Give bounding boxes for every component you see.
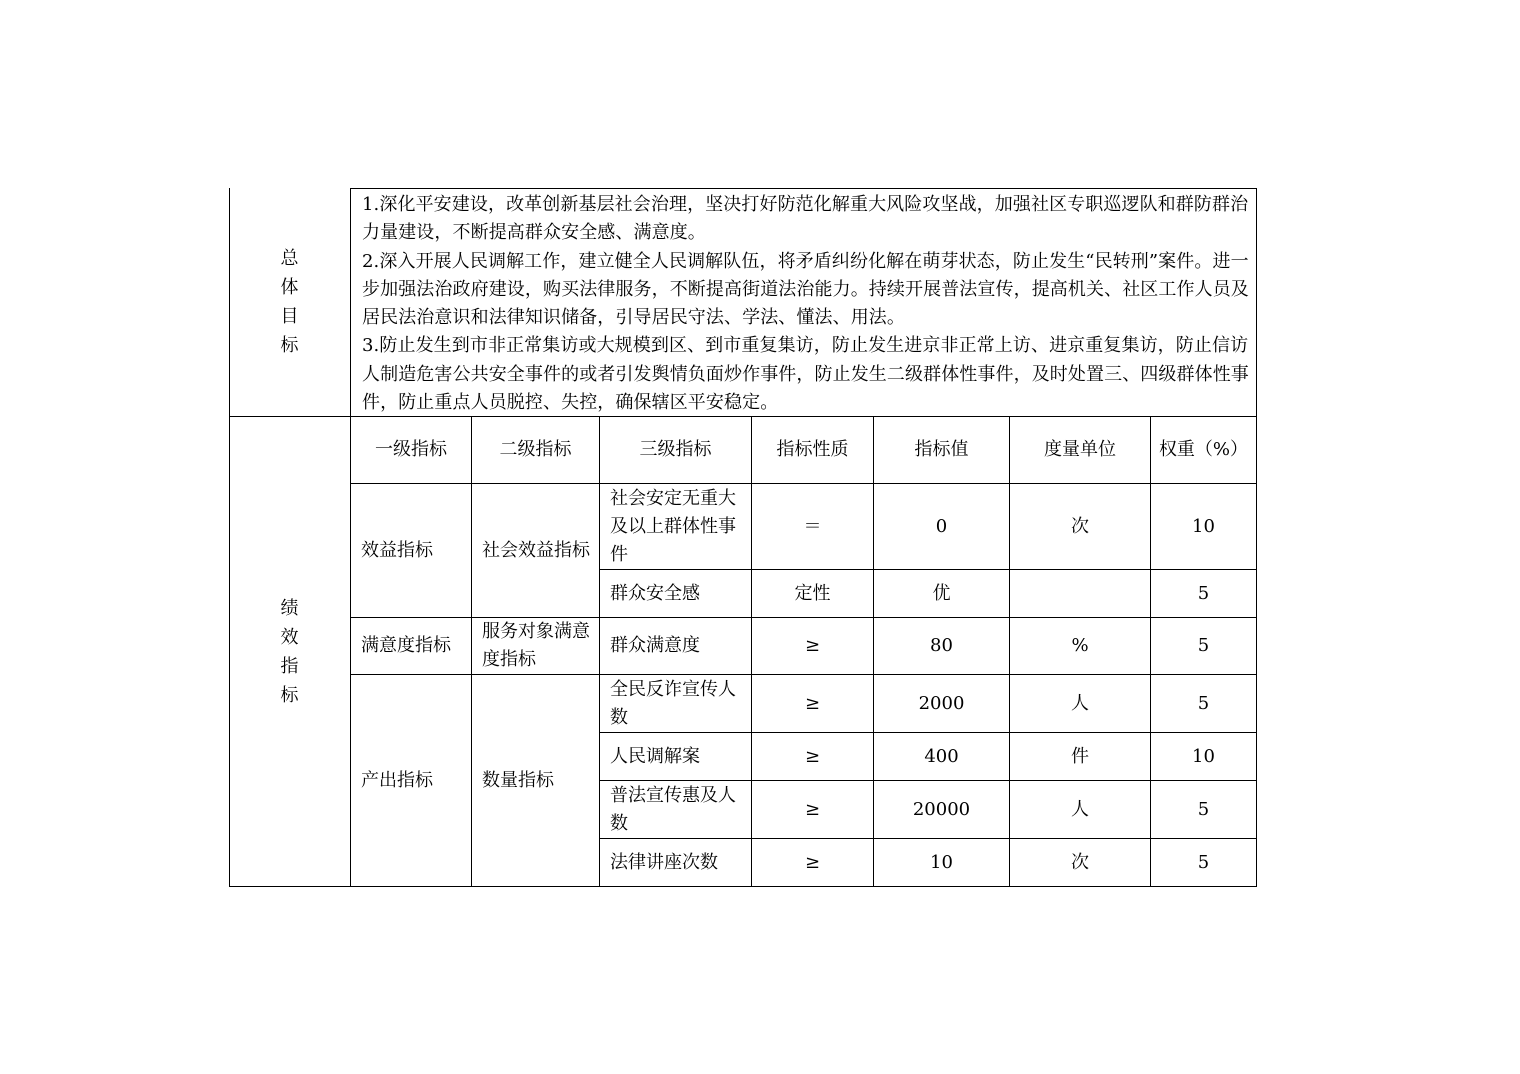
level3-cell: 法律讲座次数 bbox=[610, 852, 718, 873]
weight-cell: 5 bbox=[1197, 635, 1210, 656]
header-weight: 权重（%） bbox=[1158, 439, 1249, 460]
label-char: 指 bbox=[280, 655, 299, 677]
goal-paragraph: 2.深入开展人民调解工作，建立健全人民调解队伍，将矛盾纠纷化解在萌芽状态，防止发生“民转刑”案件。进一步加强法治政府建设，购买法律服务，不断提高街道法治能力。持续开展普法宣传，提高机关、社区工作人员及居民法治意识和法律知识储备，引导居民守法、学法、懂法、用法。 bbox=[362, 250, 1249, 329]
goal-paragraph: 3.防止发生到市非正常集访或大规模到区、到市重复集访，防止发生进京非正常上访、进京重复集访，防止信访人制造危害公共安全事件的或者引发舆情负面炒作事件，防止发生二级群体性事件，及时处置三、四级群体性事件，防止重点人员脱控、失控，确保辖区平安稳定。 bbox=[362, 335, 1249, 414]
header-unit: 度量单位 bbox=[1044, 439, 1116, 460]
unit-cell: % bbox=[1071, 635, 1089, 656]
header-level3: 三级指标 bbox=[639, 439, 712, 460]
level1-cell: 产出指标 bbox=[361, 770, 433, 791]
value-cell: 400 bbox=[924, 745, 959, 767]
level3-cell: 群众安全感 bbox=[610, 582, 700, 604]
label-char: 标 bbox=[280, 335, 299, 356]
unit-cell bbox=[1010, 570, 1150, 617]
nature-cell: ≥ bbox=[804, 798, 821, 820]
unit-cell: 人 bbox=[1071, 798, 1089, 820]
weight-cell: 5 bbox=[1197, 582, 1210, 604]
label-char: 绩 bbox=[280, 597, 299, 619]
unit-cell: 次 bbox=[1071, 515, 1089, 537]
value-cell: 0 bbox=[935, 515, 948, 537]
unit-cell: 件 bbox=[1071, 745, 1089, 767]
level2-cell: 社会效益指标 bbox=[482, 539, 590, 561]
label-char: 目 bbox=[280, 306, 299, 327]
label-char: 总 bbox=[280, 248, 299, 269]
level1-cell: 效益指标 bbox=[361, 539, 433, 561]
nature-cell: ≥ bbox=[804, 692, 821, 714]
label-char: 体 bbox=[280, 277, 299, 298]
header-value: 指标值 bbox=[914, 439, 969, 460]
nature-cell: ≥ bbox=[804, 745, 821, 767]
header-level2: 二级指标 bbox=[499, 439, 572, 460]
unit-cell: 次 bbox=[1071, 852, 1089, 873]
level3-cell: 全民反诈宣传人数 bbox=[610, 678, 736, 728]
level1-cell: 满意度指标 bbox=[361, 635, 451, 656]
level3-cell: 人民调解案 bbox=[610, 745, 700, 767]
label-char: 标 bbox=[280, 684, 299, 706]
level2-cell: 数量指标 bbox=[482, 770, 554, 791]
header-nature: 指标性质 bbox=[776, 439, 849, 460]
nature-cell: ＝ bbox=[803, 515, 822, 537]
level2-cell: 服务对象满意度指标 bbox=[482, 621, 590, 670]
header-level1: 一级指标 bbox=[375, 439, 447, 460]
goal-paragraph: 1.深化平安建设，改革创新基层社会治理，坚决打好防范化解重大风险攻坚战，加强社区专职巡逻队和群防群治力量建设，不断提高群众安全感、满意度。 bbox=[362, 194, 1249, 244]
label-char: 效 bbox=[280, 626, 299, 648]
value-cell: 优 bbox=[932, 582, 951, 604]
overall-goal-text bbox=[362, 191, 1250, 417]
weight-cell: 10 bbox=[1192, 515, 1215, 537]
value-cell: 10 bbox=[930, 852, 953, 873]
level3-cell: 群众满意度 bbox=[610, 635, 700, 656]
unit-cell: 人 bbox=[1071, 692, 1089, 714]
weight-cell: 5 bbox=[1197, 798, 1210, 820]
value-cell: 2000 bbox=[918, 692, 965, 714]
value-cell: 80 bbox=[930, 635, 953, 656]
level3-cell: 社会安定无重大及以上群体性事件 bbox=[610, 487, 736, 565]
weight-cell: 5 bbox=[1197, 852, 1210, 873]
nature-cell: ≥ bbox=[804, 635, 821, 656]
overall-goal-label bbox=[229, 188, 350, 416]
nature-cell: 定性 bbox=[794, 582, 831, 604]
weight-cell: 10 bbox=[1192, 745, 1215, 767]
level3-cell: 普法宣传惠及人数 bbox=[610, 784, 736, 834]
weight-cell: 5 bbox=[1197, 692, 1210, 714]
divider bbox=[350, 188, 1257, 189]
nature-cell: ≥ bbox=[804, 852, 821, 873]
performance-indicator-label bbox=[229, 416, 350, 887]
value-cell: 20000 bbox=[912, 798, 971, 820]
